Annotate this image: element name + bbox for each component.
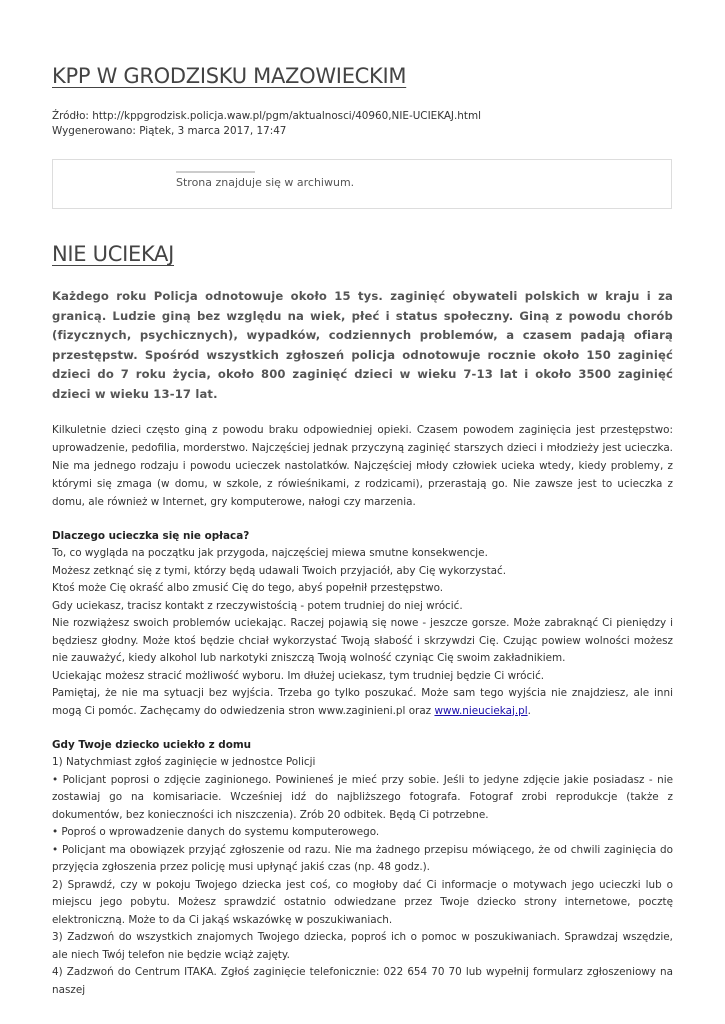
section-runaway-line: 3) Zadzwoń do wszystkich znajomych Twojego dziecka, poproś ich o pomoc w poszukiwaniach. Sprawdzaj wszędzie, ale niech Twój telefon nie będzie wciąż zajęty. <box>52 931 673 961</box>
section-heading-why: Dlaczego ucieczka się nie opłaca? <box>52 530 250 542</box>
section-why-line: Uciekając możesz stracić możliwość wyboru. Im dłużej uciekasz, tym trudniej będzie Ci wrócić. <box>52 669 545 682</box>
nieuciekaj-link[interactable]: www.nieuciekaj.pl <box>434 704 528 717</box>
site-title: KPP W GRODZISKU MAZOWIECKIM <box>52 64 407 88</box>
section-why-line: Ktoś może Cię okraść albo zmusić Cię do tego, abyś popełnił przestępstwo. <box>52 582 444 594</box>
archive-divider <box>176 171 255 173</box>
section-why-line: Możesz zetknąć się z tymi, którzy będą udawali Twoich przyjaciół, aby Cię wykorzystać. <box>52 564 507 577</box>
section-runaway-line: • Poproś o wprowadzenie danych do systemu komputerowego. <box>52 826 380 838</box>
section-why-line: Nie rozwiążesz swoich problemów uciekając. Raczej pojawią się nowe - jeszcze gorsze. Może zabraknąć Ci pieniędzy i będziesz głodny. Może ktoś będzie chciał wykorzystać Twoją słabość i skrzywdzi Cię. Czując powiew wolności możesz nie zauważyć, kiedy alkohol lub narkotyki zniszczą Twoją wolność czyniąc Cię swoim zakładnikiem. <box>52 617 673 664</box>
section-runaway-line: • Policjant ma obowiązek przyjąć zgłoszenie od razu. Nie ma żadnego przepisu mówiącego, że od chwili zaginięcia do przyjęcia zgłoszenia przez policję musi upłynąć jakiś czas (np. 48 godz.). <box>52 843 673 873</box>
section-why-last-period: . <box>527 704 531 717</box>
section-runaway-line: • Policjant poprosi o zdjęcie zaginionego. Powinieneś je mieć przy sobie. Jeśli to jedyne zdjęcie jakie posiadasz - nie zostawiaj go na komisariacie. Wcześniej idź do najbliższego fotografa. Fotograf zrobi reprodukcje (także z dokumentów, bez konieczności ich niszczenia). Zrób 20 odbitek. Będą Ci potrzebne. <box>52 773 673 821</box>
section-heading-runaway: Gdy Twoje dziecko uciekło z domu <box>52 739 252 751</box>
article-intro: Kilkuletnie dzieci często giną z powodu braku odpowiedniej opieki. Czasem powodem zaginięcia jest przestępstwo: uprowadzenie, pedofilia, morderstwo. Najczęściej jednak przyczyną zaginięć starszych dzieci i młodzieży jest ucieczka. Nie ma jednego rodzaju i powodu ucieczek nastolatków. Najczęściej młody człowiek ucieka wtedy, kiedy problemy, z którymi się zmaga (w domu, w szkole, z rówieśnikami, z rodzicami), przerastają go. Nie zawsze jest to ucieczka z domu, ale również w Internet, gry komputerowe, nałogi czy marzenia. <box>52 424 673 508</box>
article-lead: Każdego roku Policja odnotowuje około 15 tys. zaginięć obywateli polskich w kraju i za granicą. Ludzie giną bez względu na wiek, płeć i status społeczny. Giną z powodu chorób (fizycznych, psychicznych), wypadków, codziennych problemów, a czasem padają ofiarą przestępstw. Spośród wszystkich zgłoszeń policja odnotowuje rocznie około 150 zaginięć dzieci do 7 roku życia, około 800 zaginięć dzieci w wieku 7-13 lat i około 3500 zaginięć dzieci w wieku 13-17 lat. <box>52 289 673 401</box>
article-title: NIE UCIEKAJ <box>52 242 175 266</box>
generated-date: Wygenerowano: Piątek, 3 marca 2017, 17:47 <box>52 125 287 137</box>
section-runaway-line: 2) Sprawdź, czy w pokoju Twojego dziecka jest coś, co mogłoby dać Ci informacje o motywach jego ucieczki lub o miejscu jego pobytu. Możesz sprawdzić ostatnio odwiedzane przez Twoje dziecko strony internetowe, pocztę elektroniczną. Może to da Ci jakąś wskazówkę w poszukiwaniach. <box>52 878 673 926</box>
section-why-line: To, co wygląda na początku jak przygoda, najczęściej miewa smutne konsekwencje. <box>52 547 488 559</box>
section-why-last-text: Pamiętaj, że nie ma sytuacji bez wyjścia. Trzeba go tylko poszukać. Może sam tego wyjścia nie znajdziesz, ale inni mogą Ci pomóc. Zachęcamy do odwiedzenia stron www.zaginieni.pl oraz <box>52 687 673 717</box>
archive-notice-box <box>52 159 672 209</box>
section-runaway-line: 4) Zadzwoń do Centrum ITAKA. Zgłoś zaginięcie telefonicznie: 022 654 70 70 lub wypełnij formularz zgłoszeniowy na naszej <box>52 966 673 996</box>
section-why-last-line <box>52 685 673 720</box>
section-runaway-line: 1) Natychmiast zgłoś zaginięcie w jednostce Policji <box>52 756 316 768</box>
source-url: Źródło: http://kppgrodzisk.policja.waw.pl/pgm/aktualnosci/40960,NIE-UCIEKAJ.html <box>52 110 481 122</box>
section-why-body <box>52 545 673 720</box>
section-why-line: Gdy uciekasz, tracisz kontakt z rzeczywistością - potem trudniej do niej wrócić. <box>52 599 463 612</box>
section-runaway-body <box>52 754 673 999</box>
document-meta <box>52 109 673 139</box>
archive-notice: Strona znajduje się w archiwum. <box>176 176 355 189</box>
